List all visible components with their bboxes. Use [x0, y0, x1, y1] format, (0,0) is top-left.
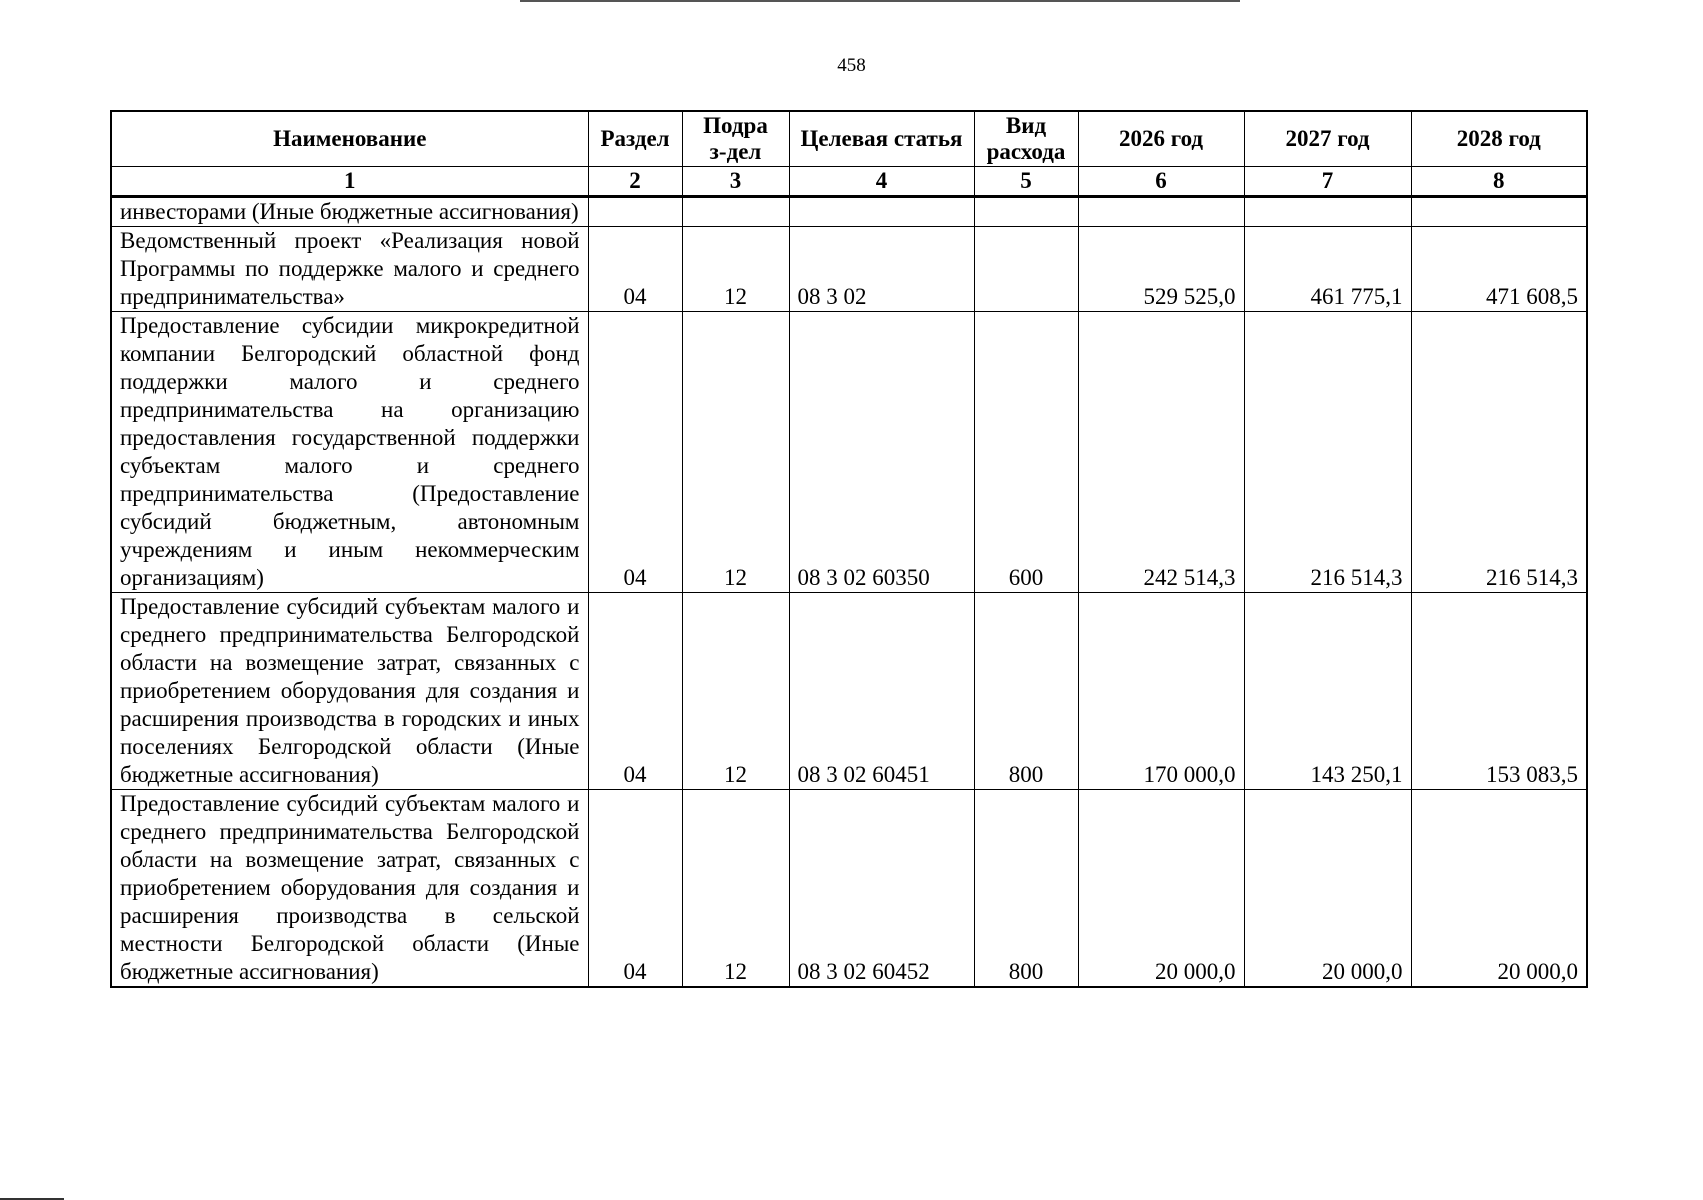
colnum-1: 1: [111, 167, 588, 197]
cell-2026: 242 514,3: [1078, 312, 1244, 593]
cell-razdel: 04: [588, 312, 682, 593]
cell-2026: 170 000,0: [1078, 593, 1244, 790]
cell-tselevaya: 08 3 02: [789, 227, 974, 312]
header-tselevaya: Целевая статья: [789, 111, 974, 167]
budget-table: [110, 110, 1588, 988]
cell-2028: 471 608,5: [1411, 227, 1587, 312]
colnum-8: 8: [1411, 167, 1587, 197]
cell-razdel: 04: [588, 227, 682, 312]
cell-podrazdel: 12: [682, 227, 789, 312]
cell-2027: 20 000,0: [1244, 790, 1411, 988]
cell-razdel: 04: [588, 593, 682, 790]
cell-podrazdel: 12: [682, 312, 789, 593]
table-row: [111, 790, 1587, 988]
colnum-2: 2: [588, 167, 682, 197]
table-row: [111, 227, 1587, 312]
header-2027: 2027 год: [1244, 111, 1411, 167]
cell-name: инвесторами (Иные бюджетные ассигнования): [111, 197, 588, 227]
cell-2026: [1078, 197, 1244, 227]
colnum-7: 7: [1244, 167, 1411, 197]
colnum-3: 3: [682, 167, 789, 197]
cell-razdel: 04: [588, 790, 682, 988]
colnum-5: 5: [974, 167, 1078, 197]
cell-name: Предоставление субсидий субъектам малого и среднего предпринимательства Белгородской области на возмещение затрат, связанных с приобретением оборудования для создания и расширения производства в сельской местности Белгородской области (Иные бюджетные ассигнования): [111, 790, 588, 988]
cell-2028: 216 514,3: [1411, 312, 1587, 593]
cell-2028: 20 000,0: [1411, 790, 1587, 988]
cell-tselevaya: 08 3 02 60452: [789, 790, 974, 988]
cell-tselevaya: 08 3 02 60451: [789, 593, 974, 790]
header-vid: Вид расхода: [974, 111, 1078, 167]
cell-vid: [974, 227, 1078, 312]
cell-podrazdel: 12: [682, 790, 789, 988]
colnum-6: 6: [1078, 167, 1244, 197]
header-name: Наименование: [111, 111, 588, 167]
column-number-row: [111, 167, 1587, 197]
cell-2027: 143 250,1: [1244, 593, 1411, 790]
cell-vid: [974, 197, 1078, 227]
table-row: [111, 593, 1587, 790]
cell-2027: 216 514,3: [1244, 312, 1411, 593]
page-number: 458: [837, 55, 866, 76]
header-row: [111, 111, 1587, 167]
header-podrazdel-text: Подраз-дел: [703, 113, 768, 164]
cell-2026: 529 525,0: [1078, 227, 1244, 312]
cell-razdel: [588, 197, 682, 227]
table-row: [111, 197, 1587, 227]
cell-podrazdel: [682, 197, 789, 227]
cell-tselevaya: [789, 197, 974, 227]
header-2028: 2028 год: [1411, 111, 1587, 167]
header-razdel: Раздел: [588, 111, 682, 167]
header-podrazdel: [682, 111, 789, 167]
cell-2028: [1411, 197, 1587, 227]
cell-name: Предоставление субсидий субъектам малого и среднего предпринимательства Белгородской области на возмещение затрат, связанных с приобретением оборудования для создания и расширения производства в городских и иных поселениях Белгородской области (Иные бюджетные ассигнования): [111, 593, 588, 790]
cell-vid: 800: [974, 593, 1078, 790]
header-2026: 2026 год: [1078, 111, 1244, 167]
cell-2026: 20 000,0: [1078, 790, 1244, 988]
table-row: [111, 312, 1587, 593]
top-rule: [520, 0, 1240, 2]
cell-name: Предоставление субсидии микрокредитной компании Белгородский областной фонд поддержки малого и среднего предпринимательства на организацию предоставления государственной поддержки субъектам малого и среднего предпринимательства (Предоставление субсидий бюджетным, автономным учреждениям и иным некоммерческим организациям): [111, 312, 588, 593]
cell-2027: 461 775,1: [1244, 227, 1411, 312]
cell-vid: 800: [974, 790, 1078, 988]
cell-2027: [1244, 197, 1411, 227]
cell-vid: 600: [974, 312, 1078, 593]
cell-name: Ведомственный проект «Реализация новой Программы по поддержке малого и среднего предпринимательства»: [111, 227, 588, 312]
colnum-4: 4: [789, 167, 974, 197]
cell-podrazdel: 12: [682, 593, 789, 790]
cell-2028: 153 083,5: [1411, 593, 1587, 790]
cell-tselevaya: 08 3 02 60350: [789, 312, 974, 593]
